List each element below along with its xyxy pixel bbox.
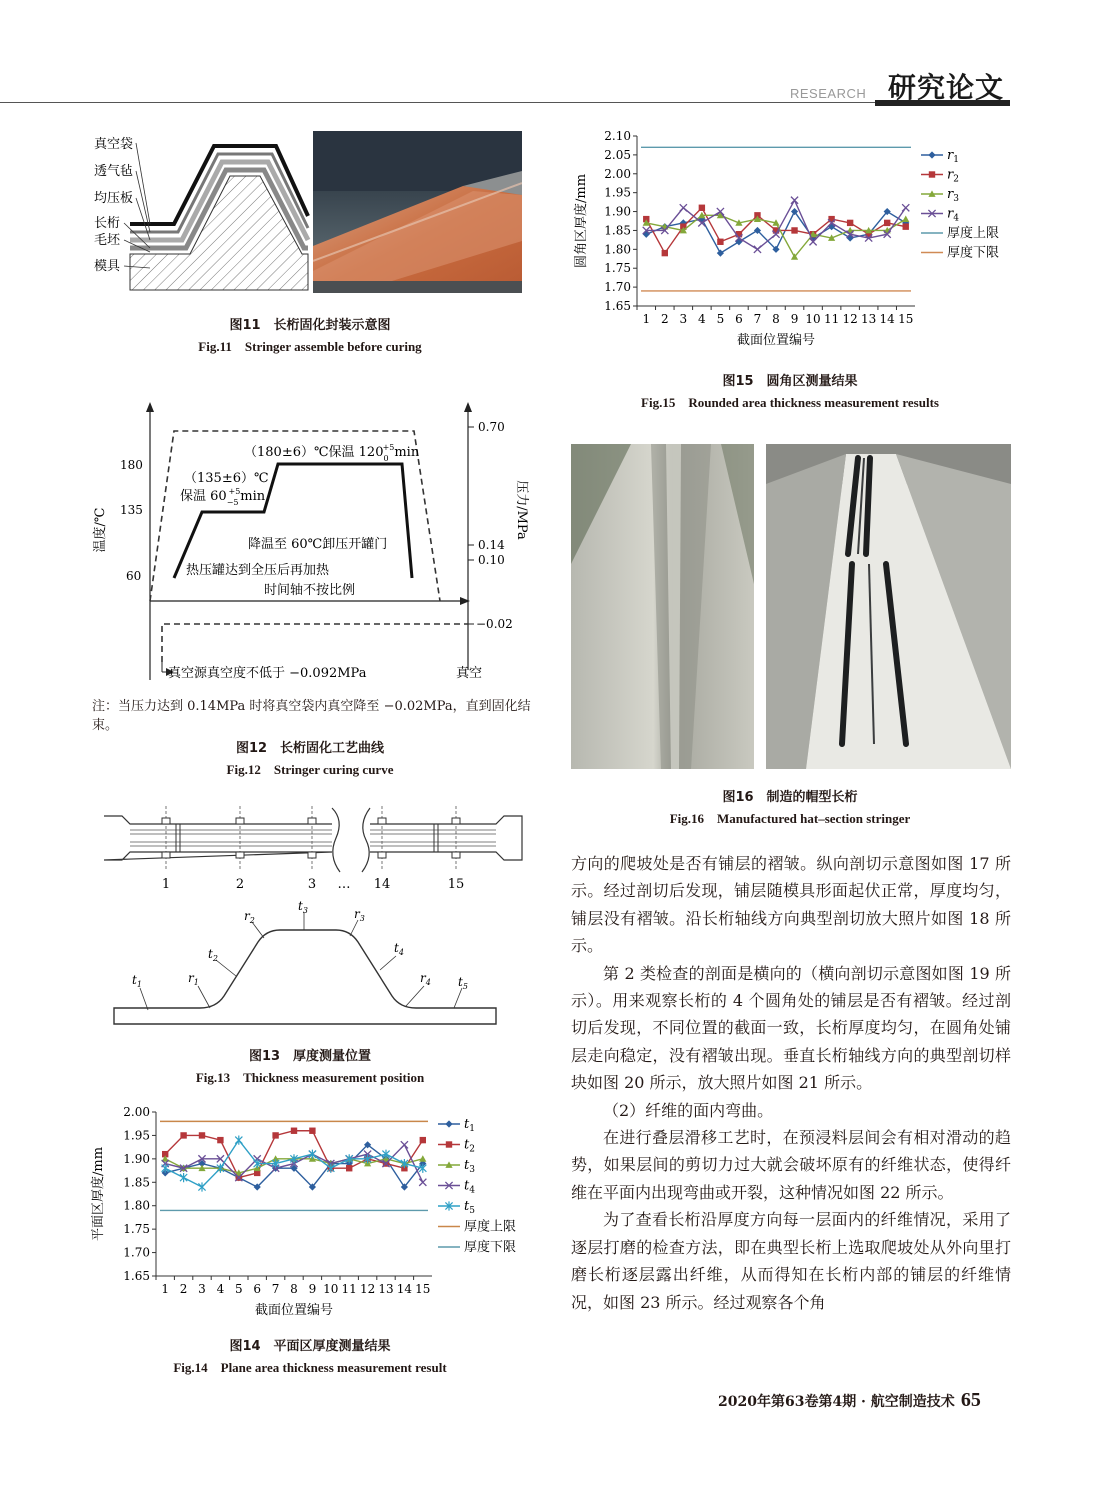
fig15-legend-label: $r_3$ — [947, 187, 959, 204]
fig14-ytick-label: 1.65 — [123, 1269, 150, 1283]
fig14-legend-label: $t_4$ — [464, 1178, 475, 1196]
page-number: 65 — [960, 1389, 981, 1411]
fig15-point — [699, 205, 705, 211]
fig14-xlabel: 截面位置编号 — [254, 1303, 334, 1318]
fig15-xtick-label: 8 — [772, 312, 780, 326]
fig14-ytick-label: 2.00 — [123, 1105, 150, 1119]
fig15-legend-label: $r_1$ — [947, 148, 959, 165]
ann-heat: 热压罐达到全压后再加热 — [186, 563, 330, 578]
fig12-caption-en: Fig.12 Stringer curing curve — [226, 762, 394, 777]
fig14-legend-label: $t_5$ — [464, 1199, 475, 1216]
fig15-xtick-label: 10 — [805, 312, 821, 326]
fig14-ytick-label: 1.95 — [123, 1128, 150, 1143]
fig15-caption-cn: 图15 圆角区测量结果 — [722, 374, 858, 389]
body-text — [571, 850, 1011, 1316]
fig15-ylabel: 圆角区厚度/mm — [574, 173, 589, 269]
fig15-legend-marker — [929, 171, 935, 177]
fig15-ytick-label: 1.90 — [604, 204, 631, 219]
fig14-point — [419, 1179, 426, 1186]
fig14-xtick-label: 5 — [234, 1282, 243, 1296]
fig14-xtick-label: 4 — [216, 1282, 225, 1296]
fig15-ytick-label: 2.10 — [604, 129, 631, 143]
station-14: 14 — [373, 877, 391, 892]
fig15-xtick-label: 11 — [823, 312, 840, 326]
fig14-xtick-label: 10 — [323, 1282, 339, 1296]
fig15-legend-item — [921, 168, 959, 185]
fig15-caption-en: Fig.15 Rounded area thickness measurement results — [641, 395, 939, 410]
fig15-xtick-label: 5 — [716, 312, 725, 326]
fig15-point — [884, 220, 890, 226]
fig15-legend-label: $r_2$ — [947, 167, 959, 185]
fig15-xtick-label: 9 — [790, 312, 799, 326]
fig15-point — [643, 231, 650, 238]
fig15-ytick-label: 1.95 — [604, 185, 631, 200]
point-t3: $t_3$ — [298, 899, 308, 915]
fig14-xtick-label: 11 — [341, 1282, 357, 1296]
fig15-point — [791, 227, 797, 233]
fig14-legend-marker — [446, 1141, 452, 1147]
fig12-note: 注：当压力达到 0.14MPa 时将真空袋内真空降至 −0.02MPa，直到固化结束。 — [92, 699, 531, 733]
fig15-point — [717, 250, 724, 257]
station-15: 15 — [447, 877, 465, 892]
label-stringer: 长桁 — [94, 216, 121, 231]
fig14-point — [235, 1136, 242, 1145]
page-footer — [718, 1389, 981, 1412]
fig14-legend-item — [438, 1239, 516, 1255]
fig14-legend-label: $t_1$ — [464, 1117, 475, 1134]
fig14-point — [291, 1128, 297, 1134]
fig15-xtick-label: 2 — [660, 312, 669, 326]
ann-135-temp: （135±6）℃ — [184, 471, 269, 486]
fig16-caption-en: Fig.16 Manufactured hat–section stringer — [669, 811, 911, 826]
fig14-point — [309, 1128, 315, 1134]
fig16-photo-left — [571, 444, 754, 769]
fig14-point — [272, 1132, 278, 1138]
point-t4: $t_4$ — [394, 941, 404, 957]
fig15-xtick-label: 3 — [679, 312, 688, 326]
ann-135-hold: 保温 $60_{-5}+5\min$ — [180, 487, 266, 507]
fig15-xtick-label: 6 — [735, 312, 743, 326]
fig14-xtick-label: 7 — [271, 1282, 280, 1296]
fig15-xtick-label: 14 — [879, 312, 895, 326]
fig14-xtick-label: 3 — [198, 1282, 206, 1296]
fig15-point — [680, 204, 687, 211]
fig15-legend-item — [921, 225, 999, 241]
fig14-ylabel: 平面区厚度/mm — [91, 1146, 106, 1242]
tick-60: 60 — [126, 569, 142, 583]
para-1: 方向的爬坡处是否有铺层的褶皱。纵向剖切示意图如图 17 所示。经过剖切后发现，铺层随模具形面起伏正常，厚度均匀，铺层没有褶皱。沿长桁轴线方向典型剖切放大照片如图 18 所示。 — [571, 854, 1011, 956]
fig15-point — [662, 250, 668, 256]
section-en: RESEARCH — [790, 86, 867, 101]
fig14-ytick-label: 1.75 — [123, 1222, 150, 1237]
fig15-ytick-label: 1.75 — [604, 261, 631, 276]
fig15-xtick-label: 15 — [898, 312, 914, 326]
fig16-caption-cn: 图16 制造的帽型长桁 — [722, 790, 858, 805]
fig15-ytick-label: 2.05 — [604, 147, 631, 162]
ann-180-hold: （180±6）℃保温 $120_0+5\min$ — [244, 443, 420, 463]
fig14-legend-label: 厚度上限 — [464, 1219, 517, 1235]
fig15-legend-label: $r_4$ — [947, 206, 959, 224]
fig15-legend-label: 厚度下限 — [947, 245, 1000, 261]
fig14-ytick-label: 1.70 — [123, 1245, 150, 1260]
fig14-point — [419, 1155, 426, 1161]
point-t2: $t_2$ — [208, 947, 218, 963]
fig15-xtick-label: 1 — [642, 312, 651, 326]
fig15-xtick-label: 4 — [698, 312, 706, 326]
fig14-xtick-label: 12 — [359, 1282, 376, 1296]
fig12-ylabel-left: 温度/℃ — [93, 507, 108, 553]
fig14-ytick-label: 1.85 — [123, 1175, 150, 1190]
fig13-caption-cn: 图13 厚度测量位置 — [248, 1049, 372, 1064]
fig11-caption-en: Fig.11 Stringer assemble before curing — [198, 339, 422, 354]
fig14-point — [180, 1173, 187, 1182]
fig15-legend-label: 厚度上限 — [947, 226, 1000, 241]
fig12-ylabel-right: 压力/MPa — [514, 480, 529, 540]
fig14 — [88, 1100, 538, 1330]
fig15-ytick-label: 1.70 — [604, 280, 631, 295]
tick-010: 0.10 — [478, 553, 505, 567]
fig15-point — [754, 246, 761, 253]
fig14-point — [346, 1165, 352, 1171]
fig11-caption-cn: 图11 长桁固化封装示意图 — [229, 318, 391, 333]
point-t5: $t_5$ — [458, 975, 468, 991]
fig14-point — [199, 1132, 205, 1138]
tick-neg002: −0.02 — [476, 617, 513, 631]
fig13-caption-en: Fig.13 Thickness measurement position — [195, 1070, 425, 1085]
ann-cool: 降温至 60℃卸压开罐门 — [248, 537, 388, 552]
fig14-xtick-label: 14 — [396, 1282, 413, 1296]
fig13-diagram — [100, 800, 530, 1036]
fig15-legend-item — [921, 245, 999, 261]
fig14-legend-label: $t_2$ — [464, 1137, 475, 1155]
fig14-legend-label: 厚度下限 — [464, 1240, 517, 1255]
ann-vacuum-min: 真空源真空度不低于 −0.092MPa — [168, 666, 367, 681]
fig15-legend-item — [921, 148, 959, 165]
fig14-ytick-label: 1.80 — [123, 1198, 150, 1213]
point-r4: $r_4$ — [420, 971, 431, 987]
label-mold: 模具 — [94, 259, 121, 274]
para-3: （2）纤维的面内弯曲。 — [603, 1100, 774, 1120]
station-3: 3 — [307, 877, 317, 892]
fig14-point — [420, 1137, 426, 1143]
fig14-chart — [88, 1100, 538, 1330]
fig15-point — [847, 220, 853, 226]
fig14-ytick-label: 1.90 — [123, 1151, 150, 1166]
fig12-caption-cn: 图12 长桁固化工艺曲线 — [235, 741, 385, 756]
fig11-photo — [313, 131, 522, 293]
fig14-xtick-label: 8 — [290, 1282, 298, 1296]
fig13 — [100, 800, 530, 1036]
fig14-caption-en: Fig.14 Plane area thickness measurement result — [173, 1360, 447, 1375]
fig14-xtick-label: 2 — [179, 1282, 188, 1296]
fig12-diagram — [88, 400, 532, 690]
point-r3: $r_3$ — [354, 907, 365, 923]
fig15-point — [717, 239, 723, 245]
fig15-xtick-label: 12 — [842, 312, 858, 326]
tick-014: 0.14 — [478, 538, 505, 552]
fig15-legend-item — [921, 207, 959, 224]
station-2: 2 — [235, 877, 245, 892]
fig15-ytick-label: 2.00 — [604, 166, 631, 181]
fig15 — [571, 124, 1016, 356]
point-r1: $r_1$ — [188, 971, 199, 987]
fig15-ytick-label: 1.80 — [604, 242, 631, 257]
fig15-point — [902, 204, 909, 211]
fig15-point — [903, 223, 909, 229]
fig15-point — [791, 197, 798, 204]
fig14-point — [180, 1132, 186, 1138]
fig14-point — [217, 1137, 223, 1143]
fig14-legend-item — [438, 1219, 516, 1235]
fig15-xtick-label: 7 — [753, 312, 762, 326]
fig15-ytick-label: 1.85 — [604, 223, 631, 238]
label-vacuum-bag: 真空袋 — [94, 137, 134, 152]
fig15-xtick-label: 13 — [861, 312, 877, 326]
fig14-legend-label: $t_3$ — [464, 1158, 475, 1175]
station-ellipsis: … — [337, 877, 351, 892]
tick-135: 135 — [120, 503, 143, 517]
issue-info: 2020年第63卷第4期 · 航空制造技术 — [718, 1394, 955, 1410]
fig15-legend-item — [921, 187, 959, 204]
fig15-xlabel: 截面位置编号 — [736, 333, 816, 348]
ann-time: 时间轴不按比例 — [264, 583, 356, 598]
fig15-legend-marker — [928, 151, 935, 158]
fig14-point — [198, 1182, 205, 1191]
fig15-point — [847, 234, 854, 241]
fig16-photo-right — [766, 444, 1011, 769]
fig14-point — [401, 1141, 408, 1148]
fig14-legend-item — [438, 1138, 475, 1155]
fig14-caption-cn: 图14 平面区厚度测量结果 — [229, 1339, 391, 1354]
fig14-xtick-label: 6 — [253, 1282, 262, 1296]
header-rule — [0, 102, 1010, 103]
fig14-legend-marker — [445, 1120, 452, 1127]
para-5: 为了查看长桁沿厚度方向每一层面内的纤维情况，采用了逐层打磨的检查方法，即在典型长桁上选取爬坡处从外向里打磨长桁逐层露出纤维，从而得知在长桁内部的铺层的纤维情况，如图 23 所示。经过观察各个角 — [571, 1210, 1011, 1312]
fig14-legend-item — [438, 1199, 475, 1216]
section-title: 研究论文 — [888, 71, 1005, 104]
fig14-xtick-label: 13 — [378, 1282, 394, 1296]
fig14-legend-item — [438, 1158, 475, 1175]
tick-070: 0.70 — [478, 420, 505, 434]
fig15-ytick-label: 1.65 — [604, 299, 631, 313]
station-1: 1 — [161, 877, 171, 892]
para-2: 第 2 类检查的剖面是横向的（横向剖切示意图如图 19 所示）。用来观察长桁的 4 个圆角处的铺层是否有褶皱。经过剖切后发现，不同位置的截面一致，长桁厚度均匀，在圆角处铺层走向稳定，没有褶皱出现。垂直长桁轴线方向的典型剖切样块如图 20 所示，放大照片如图 21 所示。 — [571, 963, 1011, 1093]
fig15-chart — [571, 124, 1016, 356]
label-blank: 毛坯 — [94, 233, 121, 248]
fig14-xtick-label: 1 — [161, 1282, 170, 1296]
tick-180: 180 — [120, 458, 143, 472]
ann-vacuum: 真空 — [456, 666, 483, 681]
fig14-legend-item — [438, 1117, 475, 1134]
fig14-xtick-label: 15 — [415, 1282, 431, 1296]
fig14-xtick-label: 9 — [308, 1282, 317, 1296]
point-t1: $t_1$ — [132, 973, 142, 989]
leader-bag — [136, 143, 150, 224]
point-r2: $r_2$ — [244, 909, 255, 925]
para-4: 在进行叠层滑移工艺时，在预浸料层间会有相对滑动的趋势，如果层间的剪切力过大就会破坏原有的纤维状态，使得纤维在平面内出现弯曲或开裂，这种情况如图 22 所示。 — [571, 1128, 1011, 1202]
fig14-point — [162, 1164, 169, 1173]
fig12 — [88, 400, 532, 690]
label-caul-plate: 均压板 — [94, 191, 134, 206]
fig15-point — [902, 216, 909, 222]
label-breather: 透气毡 — [94, 164, 134, 179]
fig14-legend-item — [438, 1179, 475, 1196]
